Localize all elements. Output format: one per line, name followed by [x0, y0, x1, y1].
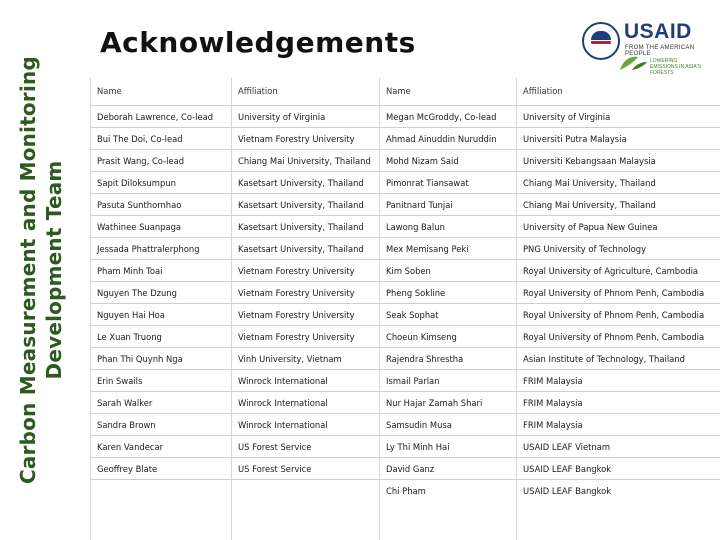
- table-row: [90, 260, 720, 282]
- affiliation-cell: University of Virginia: [231, 106, 379, 128]
- table-row: [90, 106, 720, 128]
- name-cell: Rajendra Shrestha: [379, 348, 516, 370]
- table-row: [90, 348, 720, 370]
- name-cell: Lawong Balun: [379, 216, 516, 238]
- name-cell: Ly Thi Minh Hai: [379, 436, 516, 458]
- name-cell: Prasit Wang, Co-lead: [90, 150, 231, 172]
- name-cell: Samsudin Musa: [379, 414, 516, 436]
- name-cell: Geoffrey Blate: [90, 458, 231, 480]
- table-row: [90, 480, 720, 502]
- affiliation-cell: FRIM Malaysia: [516, 392, 720, 414]
- affiliation-cell: Vietnam Forestry University: [231, 260, 379, 282]
- usaid-logo: USAID: [624, 20, 692, 43]
- table-row: [90, 458, 720, 480]
- name-cell: Choeun Kimseng: [379, 326, 516, 348]
- name-cell: Nguyen The Dzung: [90, 282, 231, 304]
- table-row: [90, 238, 720, 260]
- logo-group: [578, 18, 718, 74]
- name-cell: Deborah Lawrence, Co-lead: [90, 106, 231, 128]
- name-cell: Wathinee Suanpaga: [90, 216, 231, 238]
- affiliation-cell: Royal University of Phnom Penh, Cambodia: [516, 282, 720, 304]
- affiliation-cell: USAID LEAF Vietnam: [516, 436, 720, 458]
- table-row: [90, 304, 720, 326]
- name-cell: Ismail Parlan: [379, 370, 516, 392]
- side-title-line1: Carbon Measurement and Monitoring: [16, 56, 40, 484]
- table-row: [90, 128, 720, 150]
- name-cell: Pham Minh Toai: [90, 260, 231, 282]
- affiliation-cell: USAID LEAF Bangkok: [516, 480, 720, 502]
- name-cell: [90, 480, 231, 502]
- affiliation-cell: Kasetsart University, Thailand: [231, 172, 379, 194]
- name-cell: Seak Sophat: [379, 304, 516, 326]
- affiliation-cell: USAID LEAF Bangkok: [516, 458, 720, 480]
- affiliation-cell: Asian Institute of Technology, Thailand: [516, 348, 720, 370]
- name-cell: Pasuta Sunthornhao: [90, 194, 231, 216]
- name-cell: Mex Memisang Peki: [379, 238, 516, 260]
- affiliation-cell: US Forest Service: [231, 458, 379, 480]
- name-cell: Sapit Diloksumpun: [90, 172, 231, 194]
- table-row: [90, 414, 720, 436]
- affiliation-cell: Universiti Kebangsaan Malaysia: [516, 150, 720, 172]
- side-title-line2: Development Team: [42, 160, 66, 380]
- usaid-seal-icon: [582, 22, 620, 60]
- page-title: Acknowledgements: [100, 26, 416, 59]
- name-cell: Mohd Nizam Said: [379, 150, 516, 172]
- table-header-row: [90, 78, 720, 106]
- affiliation-cell: Kasetsart University, Thailand: [231, 194, 379, 216]
- name-cell: Bui The Doi, Co-lead: [90, 128, 231, 150]
- affiliation-cell: Winrock International: [231, 370, 379, 392]
- affiliation-cell: University of Papua New Guinea: [516, 216, 720, 238]
- affiliation-cell: US Forest Service: [231, 436, 379, 458]
- header-affiliation-1: Affiliation: [238, 86, 278, 96]
- leaf-logo-icon: [618, 54, 648, 72]
- affiliation-cell: Royal University of Phnom Penh, Cambodia: [516, 304, 720, 326]
- usaid-tagline: FROM THE AMERICAN PEOPLE: [625, 45, 695, 57]
- affiliation-cell: Chiang Mai University, Thailand: [516, 172, 720, 194]
- name-cell: Panitnard Tunjai: [379, 194, 516, 216]
- name-cell: Pimonrat Tiansawat: [379, 172, 516, 194]
- affiliation-cell: Vietnam Forestry University: [231, 326, 379, 348]
- affiliation-cell: Chiang Mai University, Thailand: [516, 194, 720, 216]
- affiliation-cell: Kasetsart University, Thailand: [231, 238, 379, 260]
- affiliation-cell: Kasetsart University, Thailand: [231, 216, 379, 238]
- table-row: [90, 172, 720, 194]
- name-cell: Karen Vandecar: [90, 436, 231, 458]
- name-cell: Sandra Brown: [90, 414, 231, 436]
- side-title-text: [15, 10, 67, 530]
- affiliation-cell: University of Virginia: [516, 106, 720, 128]
- affiliation-cell: Chiang Mai University, Thailand: [231, 150, 379, 172]
- affiliation-cell: Vinh University, Vietnam: [231, 348, 379, 370]
- affiliation-cell: Vietnam Forestry University: [231, 282, 379, 304]
- affiliation-cell: Vietnam Forestry University: [231, 128, 379, 150]
- table-row: [90, 194, 720, 216]
- table-row: [90, 326, 720, 348]
- table-row: [90, 392, 720, 414]
- header-name-1: Name: [97, 86, 122, 96]
- affiliation-cell: PNG University of Technology: [516, 238, 720, 260]
- table-row: [90, 436, 720, 458]
- table-row: [90, 150, 720, 172]
- side-title: [0, 0, 82, 540]
- affiliation-cell: FRIM Malaysia: [516, 370, 720, 392]
- name-cell: Jessada Phattralerphong: [90, 238, 231, 260]
- name-cell: Sarah Walker: [90, 392, 231, 414]
- name-cell: Pheng Sokline: [379, 282, 516, 304]
- name-cell: Erin Swails: [90, 370, 231, 392]
- name-cell: Megan McGroddy, Co-lead: [379, 106, 516, 128]
- affiliation-cell: Royal University of Agriculture, Cambodia: [516, 260, 720, 282]
- table-row: [90, 370, 720, 392]
- name-cell: Nguyen Hai Hoa: [90, 304, 231, 326]
- name-cell: Chi Pham: [379, 480, 516, 502]
- table-row: [90, 282, 720, 304]
- affiliation-cell: Royal University of Phnom Penh, Cambodia: [516, 326, 720, 348]
- name-cell: David Ganz: [379, 458, 516, 480]
- leaf-tagline: LOWERING EMISSIONS IN ASIA'S FORESTS: [650, 58, 701, 76]
- name-cell: Le Xuan Truong: [90, 326, 231, 348]
- affiliation-cell: FRIM Malaysia: [516, 414, 720, 436]
- affiliation-cell: [231, 480, 379, 502]
- table-row: [90, 216, 720, 238]
- name-cell: Phan Thi Quynh Nga: [90, 348, 231, 370]
- header-affiliation-2: Affiliation: [523, 86, 563, 96]
- affiliation-cell: Winrock International: [231, 414, 379, 436]
- name-cell: Kim Soben: [379, 260, 516, 282]
- affiliation-cell: Universiti Putra Malaysia: [516, 128, 720, 150]
- affiliation-cell: Vietnam Forestry University: [231, 304, 379, 326]
- header-name-2: Name: [386, 86, 411, 96]
- name-cell: Nur Hajar Zamah Shari: [379, 392, 516, 414]
- affiliation-cell: Winrock International: [231, 392, 379, 414]
- name-cell: Ahmad Ainuddin Nuruddin: [379, 128, 516, 150]
- acknowledgements-table: [90, 78, 720, 501]
